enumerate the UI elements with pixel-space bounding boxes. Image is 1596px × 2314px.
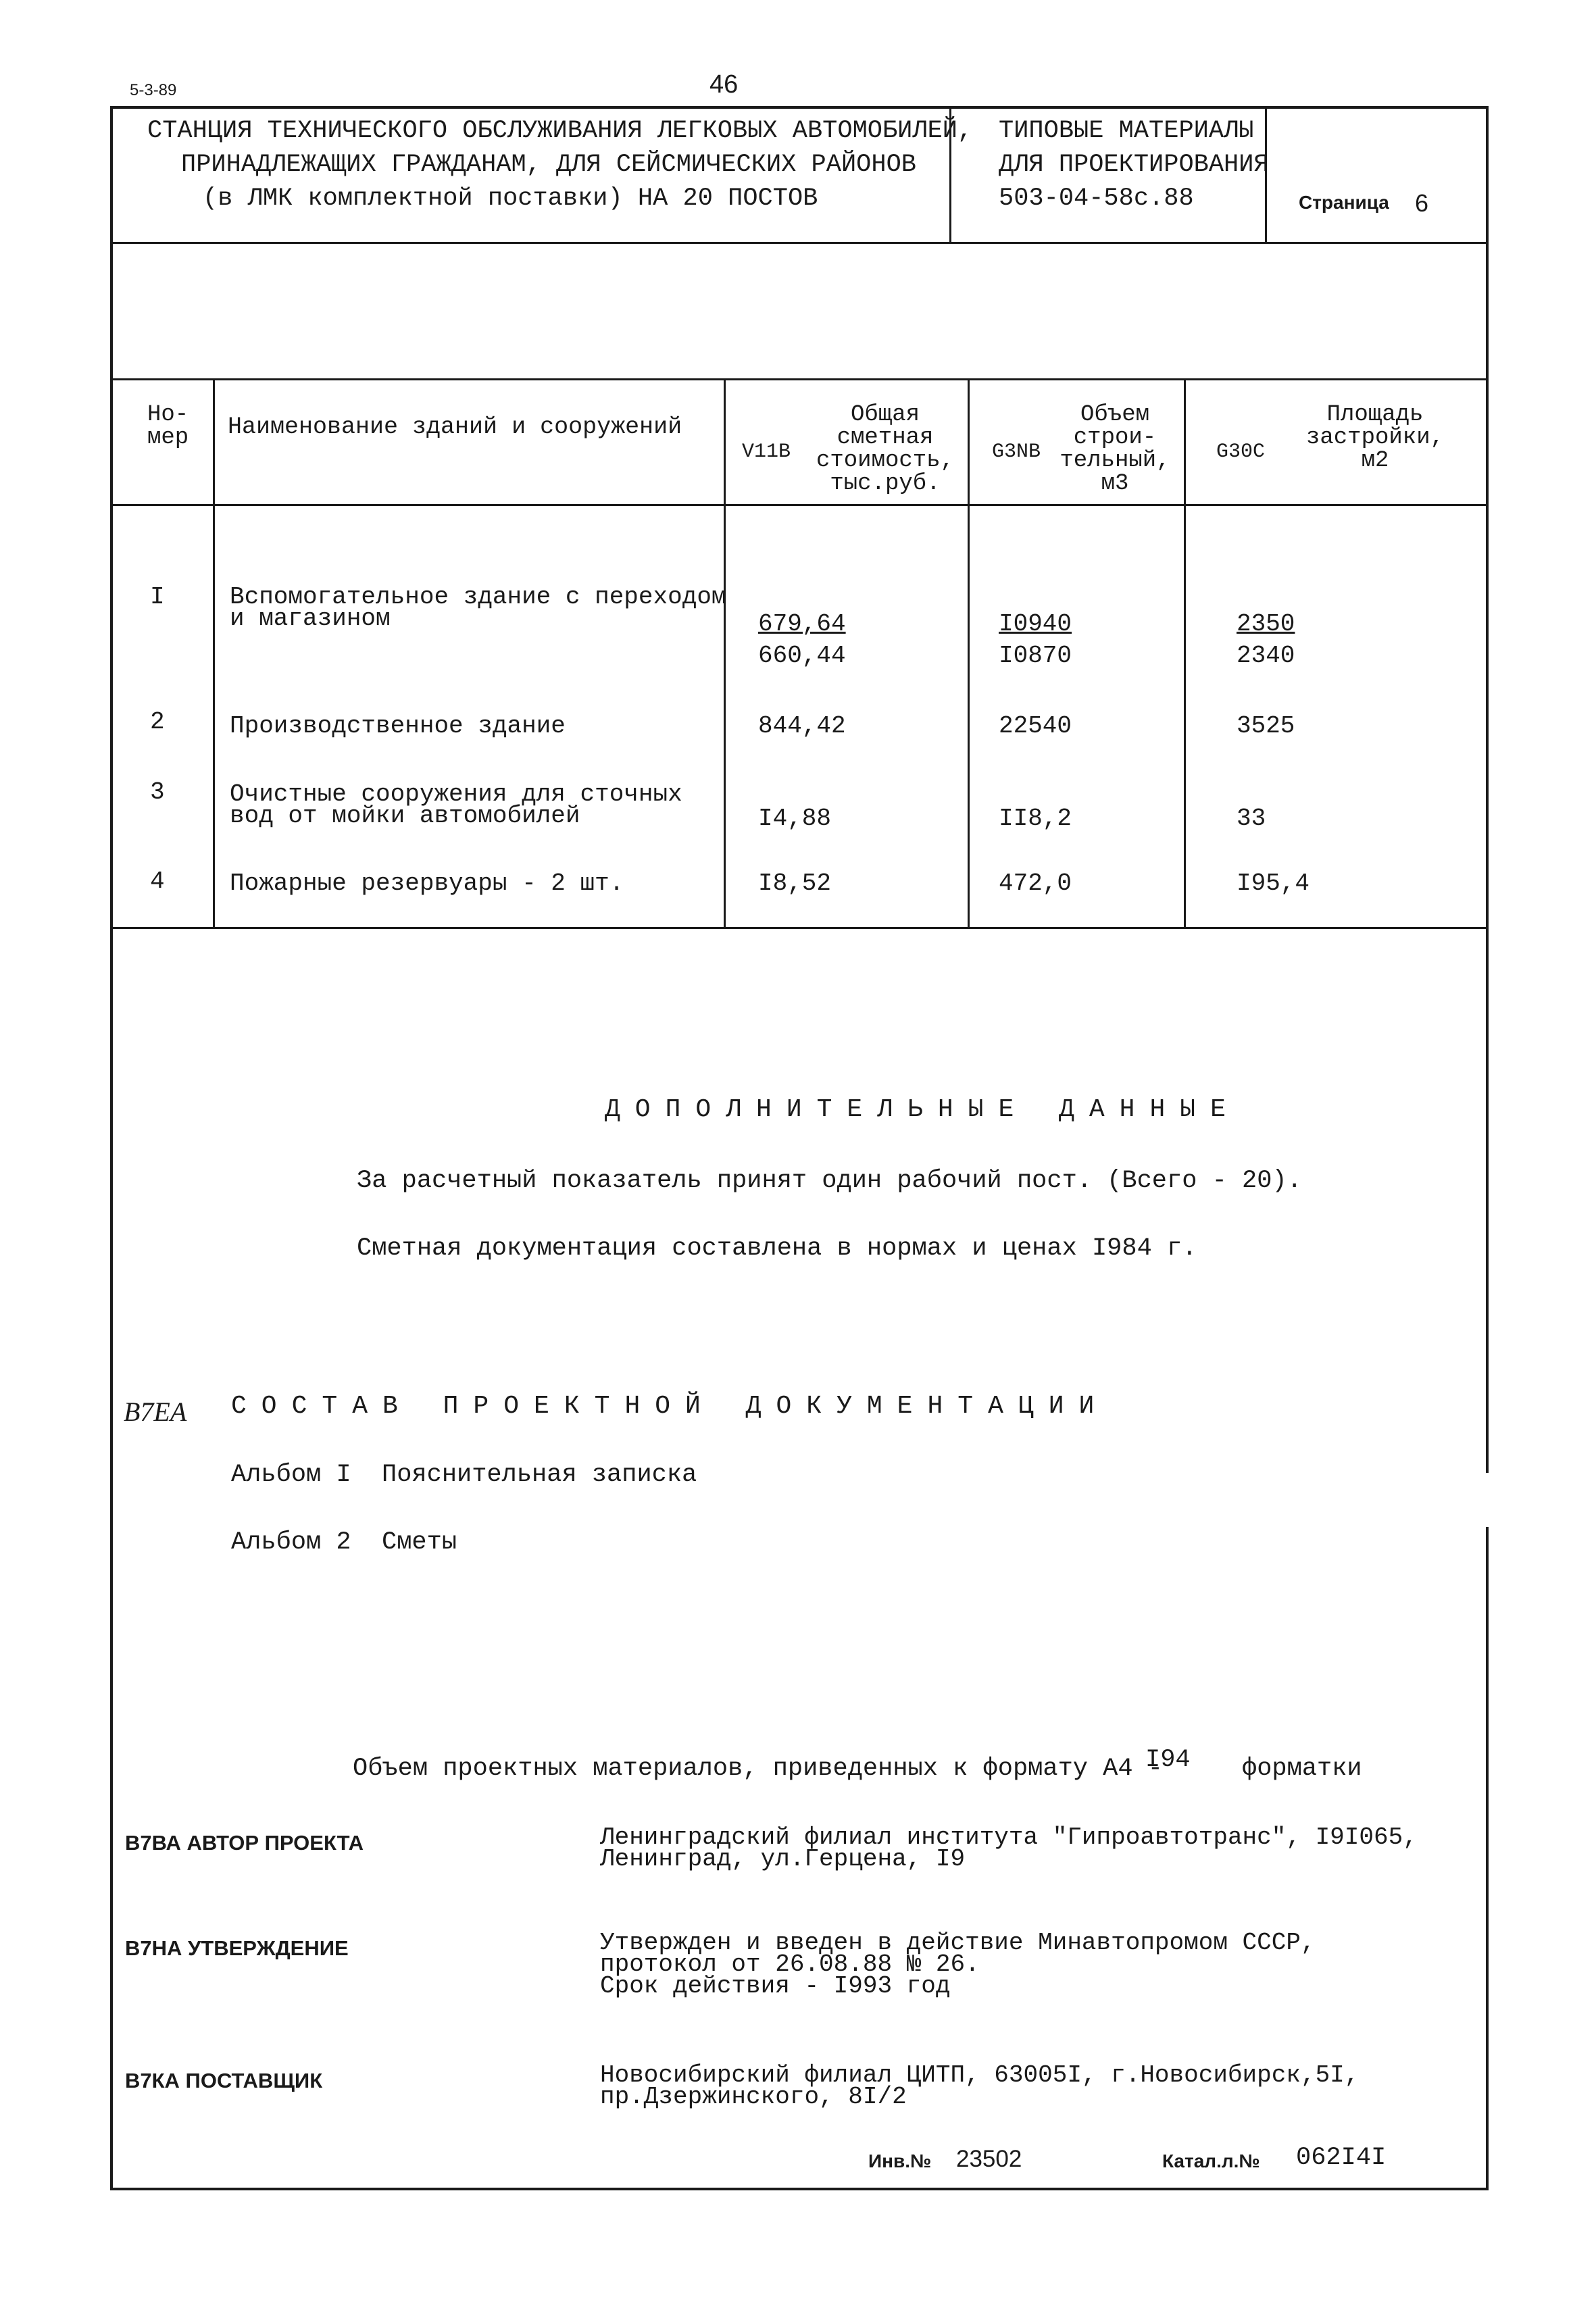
row-num: I: [150, 583, 165, 611]
th-code-volume: G3NB: [992, 441, 1041, 463]
series-line: ДЛЯ ПРОЕКТИРОВАНИЯ: [999, 151, 1269, 179]
row-area: 3525: [1237, 712, 1295, 740]
header-bottom-line: [110, 242, 1489, 244]
author-line: Ленинградский филиал института "Гипроавтотранс", I9I065,: [600, 1823, 1418, 1851]
row-area: 2340: [1237, 642, 1295, 670]
catalog-value: 062I4I: [1296, 2144, 1387, 2172]
frame-right-upper: [1486, 106, 1489, 917]
volume-unit: форматки: [1242, 1755, 1362, 1783]
page-value: 6: [1415, 189, 1429, 217]
row-area: I95,4: [1237, 870, 1310, 897]
header-title-line: ПРИНАДЛЕЖАЩИХ ГРАЖДАНАМ, ДЛЯ СЕЙСМИЧЕСКИХ РАЙОНОВ: [181, 151, 916, 179]
author-label: В7ВА АВТОР ПРОЕКТА: [125, 1831, 364, 1855]
approval-line: Срок действия - I993 год: [600, 1972, 951, 2000]
approval-label: В7НА УТВЕРЖДЕНИЕ: [125, 1936, 349, 1960]
row-volume: II8,2: [999, 805, 1072, 832]
series-line: ТИПОВЫЕ МАТЕРИАЛЫ: [999, 117, 1254, 145]
row-num: 4: [150, 867, 165, 895]
frame-right-lower: [1486, 1527, 1489, 2190]
volume-value: I94: [1145, 1746, 1191, 1774]
th-volume: Объем строи- тельный, м3: [1059, 402, 1170, 497]
album-title: Сметы: [382, 1528, 457, 1557]
album-title: Пояснительная записка: [382, 1461, 697, 1489]
row-name: Вспомогательное здание с переходом: [230, 583, 726, 611]
th-code-area: G30C: [1216, 441, 1266, 463]
supplier-label: В7КА ПОСТАВЩИК: [125, 2069, 323, 2092]
row-name: вод от мойки автомобилей: [230, 802, 580, 830]
approval-line: протокол от 26.08.88 № 26.: [600, 1951, 980, 1978]
row-cost: 679,64: [758, 610, 846, 638]
series-line: 503-04-58с.88: [999, 184, 1194, 213]
row-volume: 22540: [999, 712, 1072, 740]
catalog-label: Катал.л.№: [1162, 2150, 1260, 2171]
row-cost: I8,52: [758, 870, 832, 897]
supplier-line: пр.Дзержинского, 8I/2: [600, 2083, 907, 2111]
row-name: и магазином: [230, 605, 391, 632]
th-name: Наименование зданий и сооружений: [228, 413, 682, 441]
additional-line-1: За расчетный показатель принят один рабочий пост. (Всего - 20).: [357, 1167, 1302, 1195]
table-top-line: [110, 378, 1489, 380]
frame-left: [110, 106, 113, 2190]
row-name: Пожарные резервуары - 2 шт.: [230, 870, 624, 897]
additional-heading: ДОПОЛНИТЕЛЬНЫЕ ДАННЫЕ: [605, 1095, 1241, 1124]
col-line-3: [968, 378, 970, 929]
row-name: Производственное здание: [230, 712, 566, 740]
doc-code: 5-3-89: [130, 81, 177, 99]
additional-line-2: Сметная документация составлена в нормах и ценах I984 г.: [357, 1234, 1197, 1263]
supplier-line: Новосибирский филиал ЦИТП, 63005I, г.Новосибирск,5I,: [600, 2061, 1360, 2089]
th-num: Но- мер: [147, 402, 189, 451]
th-cost: Общая сметная стоимость, тыс.руб.: [816, 402, 955, 497]
inv-label: Инв.№: [868, 2150, 932, 2171]
row-volume: I0940: [999, 610, 1072, 638]
author-line: Ленинград, ул.Герцена, I9: [600, 1845, 966, 1873]
volume-text: Объем проектных материалов, приведенных к формату А4 -: [353, 1755, 1163, 1783]
th-area: Площадь застройки, м2: [1305, 402, 1445, 474]
inv-value: 23502: [956, 2146, 1022, 2172]
composition-code: В7ЕА: [124, 1397, 187, 1427]
row-volume: I0870: [999, 642, 1072, 670]
header-title-line: СТАНЦИЯ ТЕХНИЧЕСКОГО ОБСЛУЖИВАНИЯ ЛЕГКОВЫХ АВТОМОБИЛЕЙ,: [147, 117, 973, 145]
album-label: Альбом I: [231, 1461, 351, 1489]
col-line-2: [724, 378, 726, 929]
frame-bottom: [110, 2188, 1489, 2190]
th-code-cost: V11B: [742, 441, 791, 463]
composition-heading: СОСТАВ ПРОЕКТНОЙ ДОКУМЕНТАЦИИ: [231, 1392, 1109, 1421]
table-bottom-line: [110, 927, 1489, 929]
page-number: 46: [709, 70, 739, 99]
header-row-line: [110, 504, 1489, 506]
row-num: 3: [150, 778, 165, 806]
row-num: 2: [150, 708, 165, 736]
approval-line: Утвержден и введен в действие Минавтопромом СССР,: [600, 1929, 1316, 1957]
page-label: Страница: [1299, 192, 1389, 213]
col-line-4: [1184, 378, 1186, 929]
album-label: Альбом 2: [231, 1528, 351, 1557]
row-area: 2350: [1237, 610, 1295, 638]
frame-top: [110, 106, 1489, 109]
row-area: 33: [1237, 805, 1266, 832]
row-name: Очистные сооружения для сточных: [230, 780, 682, 808]
row-cost: I4,88: [758, 805, 832, 832]
header-title-line: (в ЛМК комплектной поставки) НА 20 ПОСТОВ: [203, 184, 818, 213]
row-cost: 844,42: [758, 712, 846, 740]
frame-right-middle: [1486, 865, 1489, 1473]
row-volume: 472,0: [999, 870, 1072, 897]
col-line-1: [213, 378, 215, 929]
row-cost: 660,44: [758, 642, 846, 670]
